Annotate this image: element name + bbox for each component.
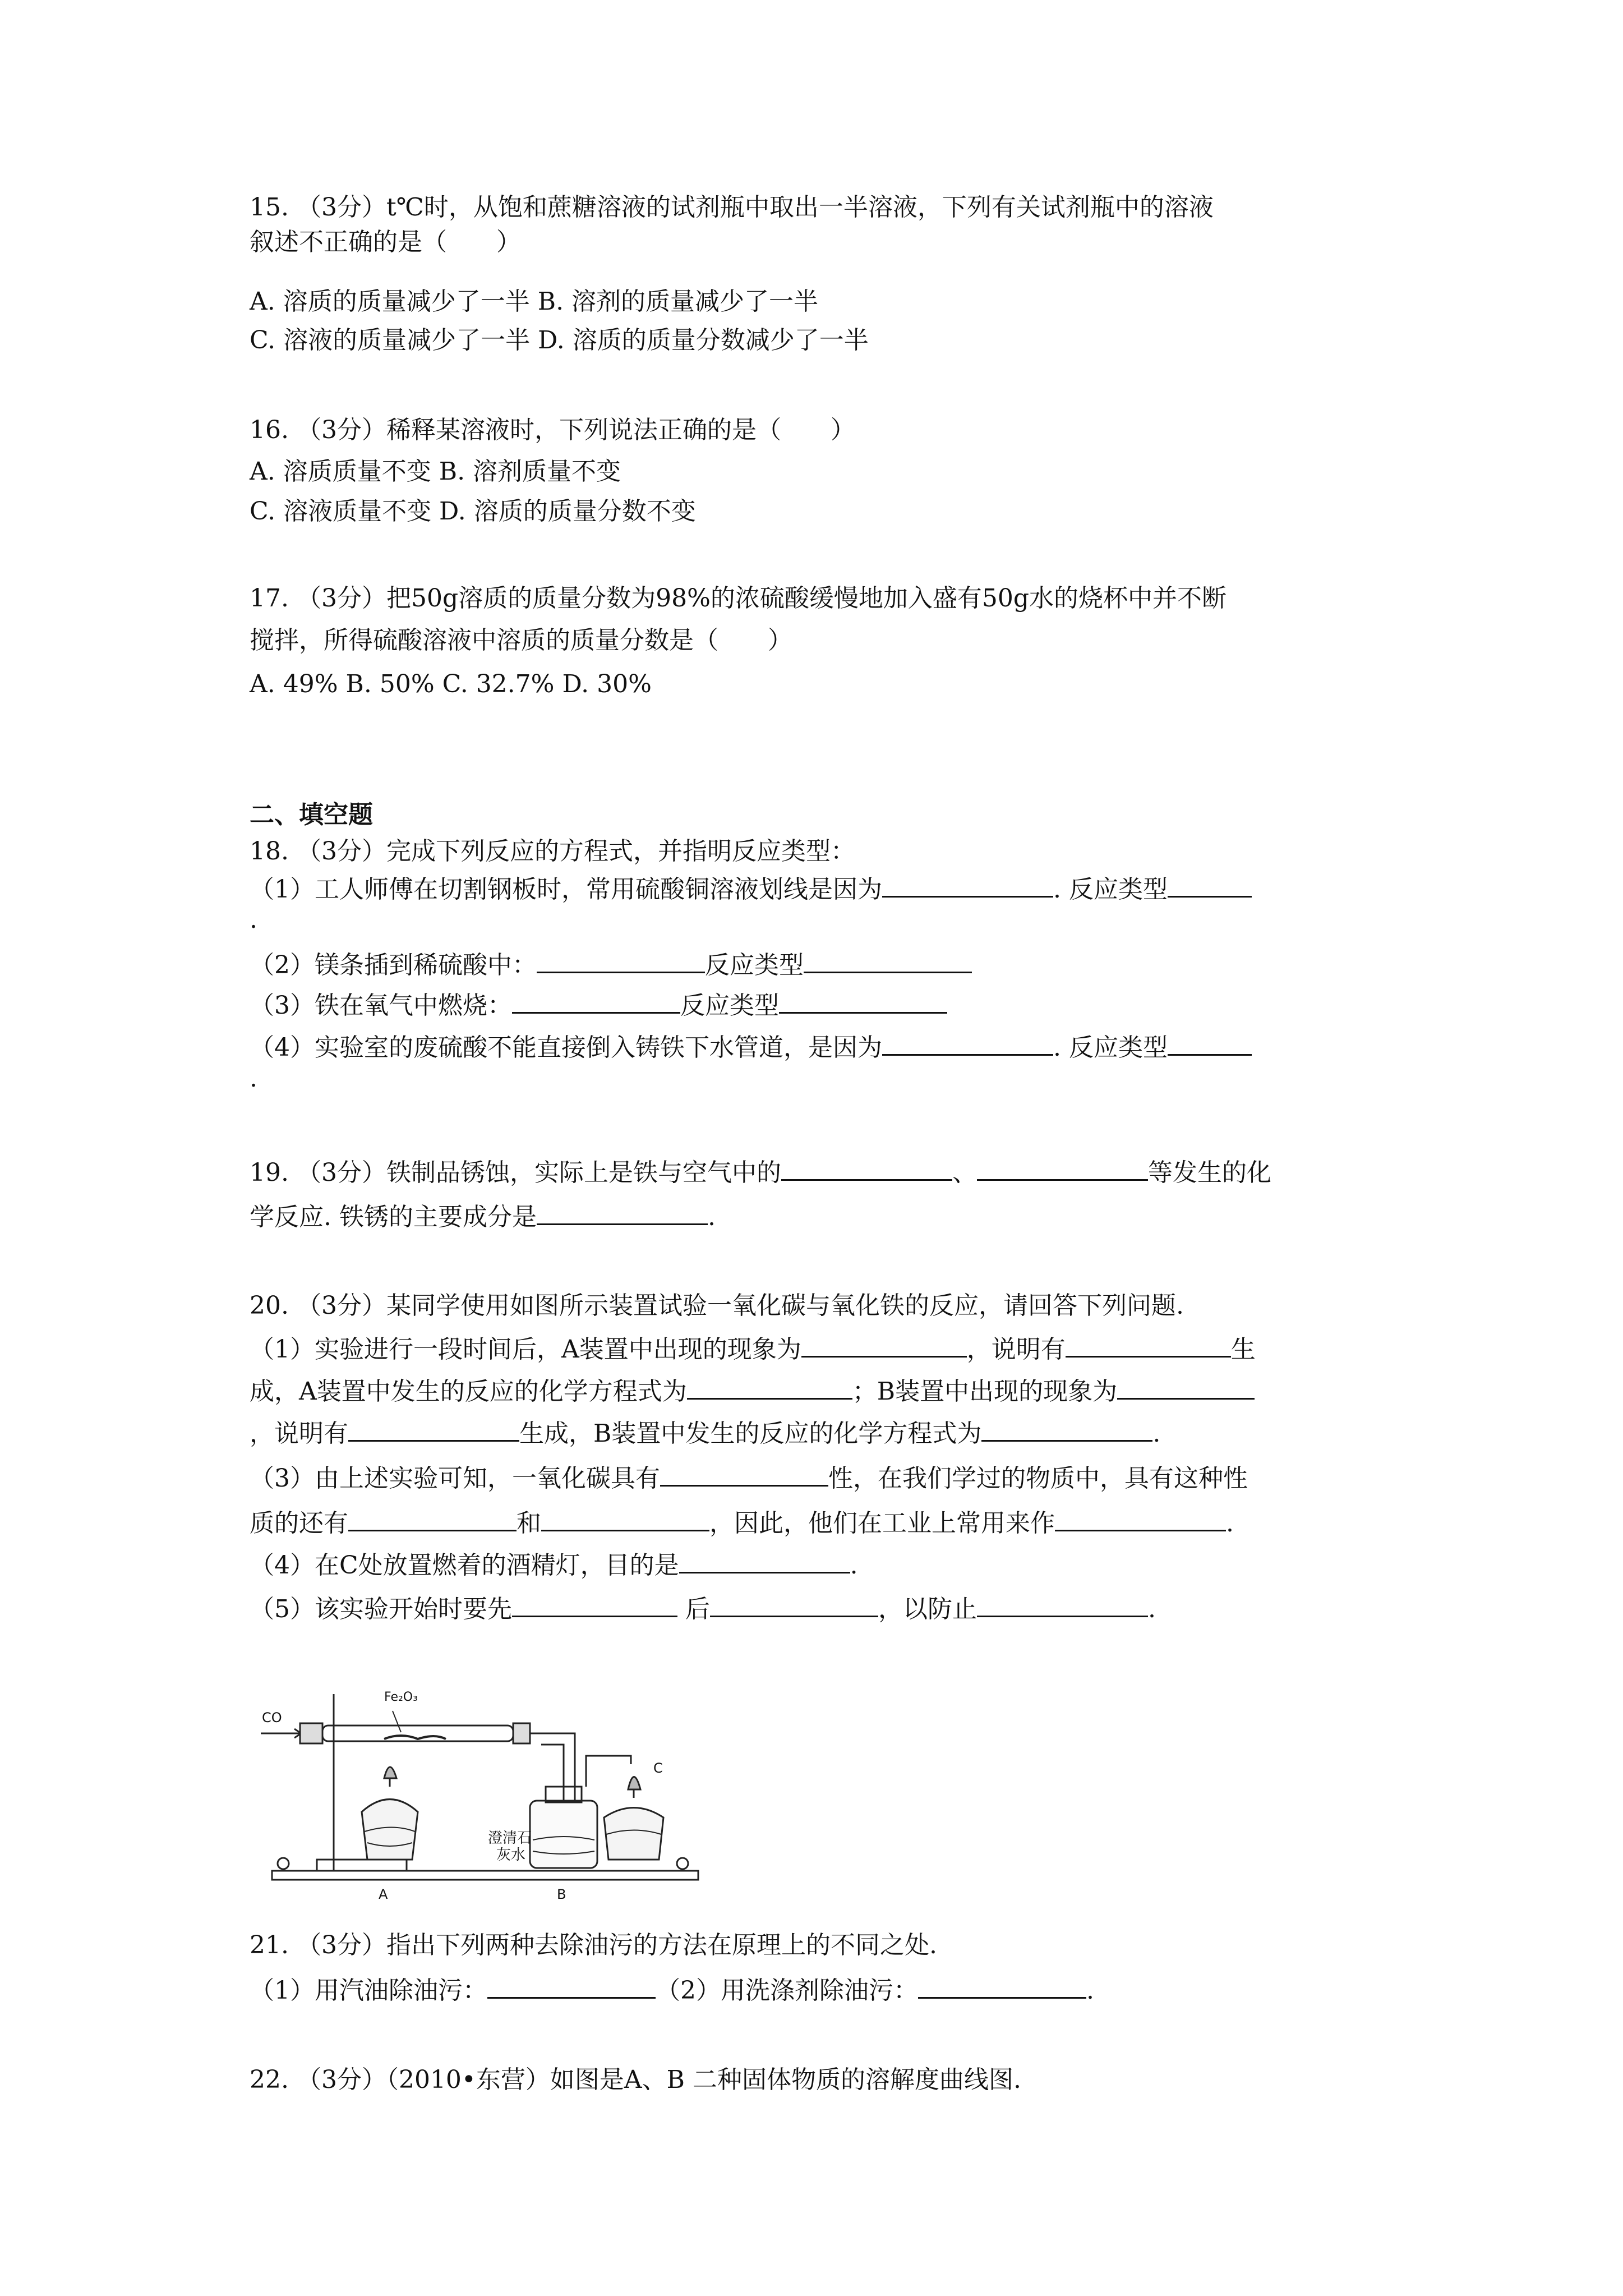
question-20-part-3: （3）由上述实验可知，一氧化碳具有 性，在我们学过的物质中，具有这种性 xyxy=(250,1460,1248,1496)
answer-blank[interactable] xyxy=(779,987,947,1014)
question-18-part-2: （2）镁条插到稀硫酸中： 反应类型 xyxy=(250,947,972,982)
question-18-part-1: （1）工人师傅在切割钢板时，常用硫酸铜溶液划线是因为 . 反应类型 xyxy=(250,871,1252,907)
question-22-stem: 22. （3分）（2010•东营）如图是A、B 二种固体物质的溶解度曲线图. xyxy=(250,2065,1021,2094)
answer-blank[interactable] xyxy=(487,1972,656,1999)
answer-blank[interactable] xyxy=(1055,1505,1226,1531)
question-18-part-4-end: . xyxy=(250,1064,257,1093)
question-17-stem: 17. （3分）把50g溶质的质量分数为98%的浓硫酸缓慢地加入盛有50g水的烧杯中并不断 xyxy=(250,584,1227,613)
question-19-line-2: 学反应. 铁锈的主要成分是 . xyxy=(250,1199,716,1234)
question-20-part-5: （5）该实验开始时要先 后 ，以防止 . xyxy=(250,1591,1156,1626)
apparatus-label-c: C xyxy=(653,1760,663,1776)
answer-blank[interactable] xyxy=(348,1505,517,1531)
question-19-line-1: 19. （3分）铁制品锈蚀，实际上是铁与空气中的 、 等发生的化 xyxy=(250,1154,1271,1190)
question-18-part-1-end: . xyxy=(250,905,257,934)
question-20-part-3-cont: 质的还有 和 ，因此，他们在工业上常用来作 . xyxy=(250,1505,1234,1540)
answer-blank[interactable] xyxy=(687,1373,852,1400)
answer-blank[interactable] xyxy=(918,1972,1086,1999)
question-20-part-1-cont-2: ，说明有 生成，B装置中发生的反应的化学方程式为 . xyxy=(250,1415,1160,1451)
section-heading: 二、填空题 xyxy=(250,800,373,829)
question-17-stem-cont: 搅拌，所得硫酸溶液中溶质的质量分数是（ ） xyxy=(250,626,792,655)
answer-blank[interactable] xyxy=(679,1547,850,1573)
answer-blank[interactable] xyxy=(1168,871,1252,898)
answer-blank[interactable] xyxy=(1168,1029,1252,1056)
question-20-part-1-cont: 成，A装置中发生的反应的化学方程式为 ；B装置中出现的现象为 xyxy=(250,1373,1255,1409)
answer-blank[interactable] xyxy=(804,947,972,973)
question-21-answers: （1）用汽油除油污： （2）用洗涤剂除油污： . xyxy=(250,1972,1094,2008)
question-15-stem: 15. （3分）t℃时，从饱和蔗糖溶液的试剂瓶中取出一半溶液，下列有关试剂瓶中的溶液 xyxy=(250,193,1214,222)
question-15-options-ab: A. 溶质的质量减少了一半 B. 溶剂的质量减少了一半 xyxy=(250,287,819,316)
answer-blank[interactable] xyxy=(882,1029,1053,1056)
question-20-part-1: （1）实验进行一段时间后，A装置中出现的现象为 ，说明有 生 xyxy=(250,1331,1256,1366)
question-17-options: A. 49% B. 50% C. 32.7% D. 30% xyxy=(250,670,652,698)
question-16-stem: 16. （3分）稀释某溶液时，下列说法正确的是（ ） xyxy=(250,416,855,444)
question-15-stem-cont: 叙述不正确的是（ ） xyxy=(250,228,521,256)
question-15-options-cd: C. 溶液的质量减少了一半 D. 溶质的质量分数减少了一半 xyxy=(250,326,869,355)
answer-blank[interactable] xyxy=(541,1505,709,1531)
answer-blank[interactable] xyxy=(512,1591,677,1617)
answer-blank[interactable] xyxy=(660,1460,828,1487)
answer-blank[interactable] xyxy=(512,987,680,1014)
question-20-part-4: （4）在C处放置燃着的酒精灯，目的是 . xyxy=(250,1547,858,1582)
answer-blank[interactable] xyxy=(710,1591,878,1617)
apparatus-label-a: A xyxy=(379,1887,388,1902)
answer-blank[interactable] xyxy=(537,1199,708,1225)
apparatus-label-b: B xyxy=(557,1887,566,1902)
limewater-label-2: 灰水 xyxy=(496,1847,526,1864)
co-label: CO xyxy=(262,1710,282,1726)
answer-blank[interactable] xyxy=(781,1154,952,1181)
question-18-stem: 18. （3分）完成下列反应的方程式，并指明反应类型： xyxy=(250,837,855,866)
answer-blank[interactable] xyxy=(1066,1331,1231,1358)
question-18-part-3: （3）铁在氧气中燃烧： 反应类型 xyxy=(250,987,947,1023)
answer-blank[interactable] xyxy=(882,871,1053,898)
answer-blank[interactable] xyxy=(537,947,705,973)
answer-blank[interactable] xyxy=(977,1154,1148,1181)
question-18-part-4: （4）实验室的废硫酸不能直接倒入铸铁下水管道，是因为 . 反应类型 xyxy=(250,1029,1252,1065)
question-20-stem: 20. （3分）某同学使用如图所示装置试验一氧化碳与氧化铁的反应，请回答下列问题. xyxy=(250,1291,1184,1320)
answer-blank[interactable] xyxy=(977,1591,1148,1617)
fe2o3-label: Fe₂O₃ xyxy=(384,1690,418,1704)
answer-blank[interactable] xyxy=(801,1331,967,1358)
question-16-options-ab: A. 溶质质量不变 B. 溶剂质量不变 xyxy=(250,457,621,486)
co-fe2o3-apparatus-figure xyxy=(250,1672,715,1907)
answer-blank[interactable] xyxy=(348,1415,519,1442)
answer-blank[interactable] xyxy=(981,1415,1152,1442)
answer-blank[interactable] xyxy=(1117,1373,1255,1400)
limewater-label-1: 澄清石 xyxy=(488,1830,532,1847)
question-21-stem: 21. （3分）指出下列两种去除油污的方法在原理上的不同之处. xyxy=(250,1931,937,1959)
question-16-options-cd: C. 溶液质量不变 D. 溶质的质量分数不变 xyxy=(250,497,696,526)
